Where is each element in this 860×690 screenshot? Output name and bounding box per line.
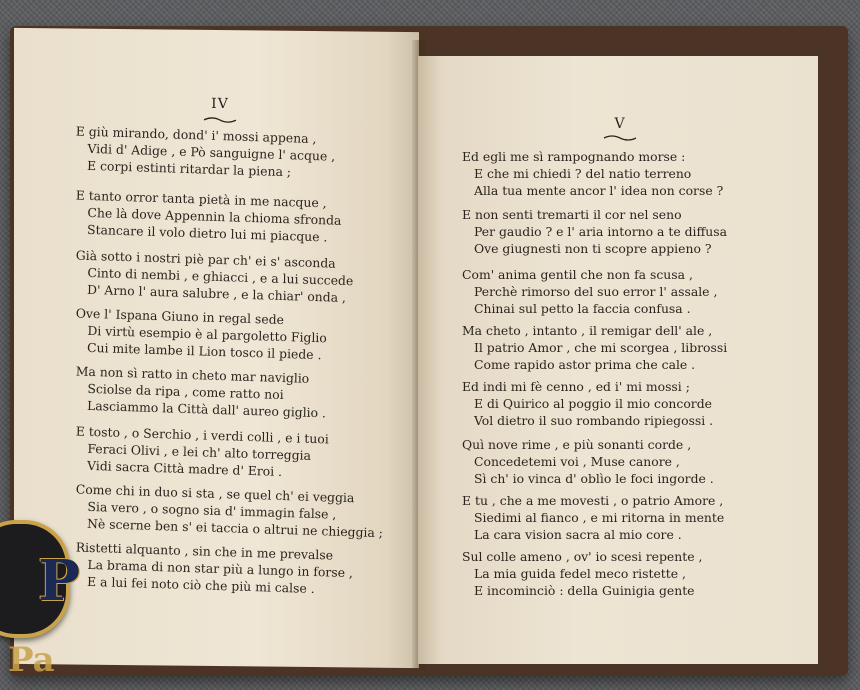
stanza: [75, 187, 342, 246]
verse-line: Ma cheto , intanto , il remigar dell' ale ,: [462, 323, 713, 338]
verse-line: Ma non sì ratto in cheto mar naviglio: [75, 363, 310, 386]
verse-line: Che là dove Appennin la chioma sfronda: [87, 204, 342, 228]
verse-line: Vol dietro il suo rombando ripiegossi .: [474, 413, 714, 428]
verse-line: Sia vero , o sogno sia d' immagin false ,: [87, 498, 337, 522]
verse-line: Com' anima gentil che non fa scusa ,: [462, 267, 693, 282]
verse-line: D' Arno l' aura salubre , e la chiar' onda ,: [86, 281, 347, 306]
verse-line: Vidi sacra Città madre d' Eroi .: [86, 457, 283, 480]
verse-line: Cui mite lambe il Lion tosco il piede .: [86, 339, 322, 363]
left-page-number: IV: [211, 95, 229, 113]
verse-line: La brama di non star più a lungo in forse ,: [87, 556, 354, 581]
verse-line: La mia guida fedel meco ristette ,: [474, 566, 686, 581]
verse-line: Di virtù esempio è al pargoletto Figlio: [87, 322, 327, 346]
verse-line: Nè scerne ben s' ei taccia o altrui ne chieggia ;: [86, 515, 384, 541]
verse-line: Cinto di nembi , e ghiacci , e a lui succede: [87, 264, 354, 289]
verse-line: E tu , che a me movesti , o patrio Amore ,: [462, 493, 724, 508]
verse-line: E tanto orror tanta pietà in me nacque ,: [75, 187, 327, 211]
verse-line: Come rapido astor prima che cale .: [474, 357, 696, 372]
verse-line: E incominciò : della Guinigia gente: [474, 583, 695, 598]
right-page: [418, 56, 818, 664]
stanza: [462, 148, 723, 199]
verse-line: Per gaudio ? e l' aria intorno a te diffusa: [474, 224, 728, 239]
verse-line: Chinai sul petto la faccia confusa .: [474, 301, 691, 316]
verse-line: E giù mirando, dond' i' mossi appena ,: [75, 123, 317, 147]
badge-letter: P: [38, 548, 81, 614]
verse-line: Feraci Olivi , e lei ch' alto torreggia: [87, 440, 312, 463]
stanza: [75, 481, 384, 542]
verse-line: Lasciammo la Città dall' aureo giglio .: [86, 397, 327, 421]
stanza: [462, 492, 724, 543]
verse-line: E corpi estinti ritardar la piena ;: [86, 157, 292, 180]
stanza: [462, 548, 702, 599]
verse-line: Concedetemi voi , Muse canore ,: [474, 454, 680, 469]
verse-line: Alla tua mente ancor l' idea non corse ?: [474, 183, 724, 198]
verse-line: Ed egli me sì rampognando morse :: [462, 149, 686, 164]
stanza: [462, 378, 713, 429]
stanza: [75, 539, 353, 599]
stanza: [75, 123, 336, 182]
verse-line: Sì ch' io vinca d' oblìo le foci ingorde .: [474, 471, 714, 486]
verse-line: Siedimi al fianco , e mi ritorna in mente: [474, 510, 725, 525]
verse-line: La cara vision sacra al mio core .: [474, 527, 682, 542]
badge-letter-lower: Pa: [8, 640, 55, 680]
stanza: [75, 363, 327, 422]
stanza: [75, 423, 329, 482]
verse-line: E tosto , o Serchio , i verdi colli , e i tuoi: [75, 423, 329, 447]
stanza: [462, 266, 717, 317]
verse-line: Il patrio Amor , che mi scorgea , librossi: [474, 340, 728, 355]
verse-line: Stancare il volo dietro lui mi piacque .: [86, 221, 328, 245]
verse-line: Ove l' Ispana Giuno in regal sede: [75, 305, 285, 328]
stanza: [75, 247, 354, 307]
verse-line: Ed indi mi fè cenno , ed i' mi mossi ;: [462, 379, 690, 394]
right-page-number: V: [614, 116, 626, 132]
stanza: [462, 206, 727, 257]
verse-line: Ristetti alquanto , sin che in me prevalse: [75, 539, 334, 563]
verse-line: Ove giugnesti non ti scopre appieno ?: [474, 241, 712, 256]
verse-line: Quì nove rime , e più sonanti corde ,: [462, 437, 692, 452]
left-flourish-ornament: [203, 116, 237, 124]
verse-line: E a lui fei noto ciò che più mi calse .: [86, 573, 315, 597]
verse-line: Già sotto i nostri piè par ch' ei s' asconda: [75, 247, 336, 271]
verse-line: E di Quirico al poggio il mio concorde: [474, 396, 712, 411]
verse-line: Perchè rimorso del suo error l' assale ,: [474, 284, 718, 299]
stanza: [462, 436, 714, 487]
verse-line: Sul colle ameno , ov' io scesi repente ,: [462, 549, 703, 564]
verse-line: Come chi in duo si sta , se quel ch' ei veggia: [75, 481, 355, 506]
stanza: [75, 305, 327, 364]
verse-line: E che mi chiedi ? del natio terreno: [474, 166, 692, 181]
verse-line: E non senti tremarti il cor nel seno: [462, 207, 682, 222]
stanza: [462, 322, 727, 373]
right-flourish-ornament: [603, 134, 637, 142]
verse-line: Sciolse da ripa , come ratto noi: [87, 380, 284, 403]
verse-line: Vidi d' Adige , e Pò sanguigne l' acque ,: [87, 140, 336, 164]
